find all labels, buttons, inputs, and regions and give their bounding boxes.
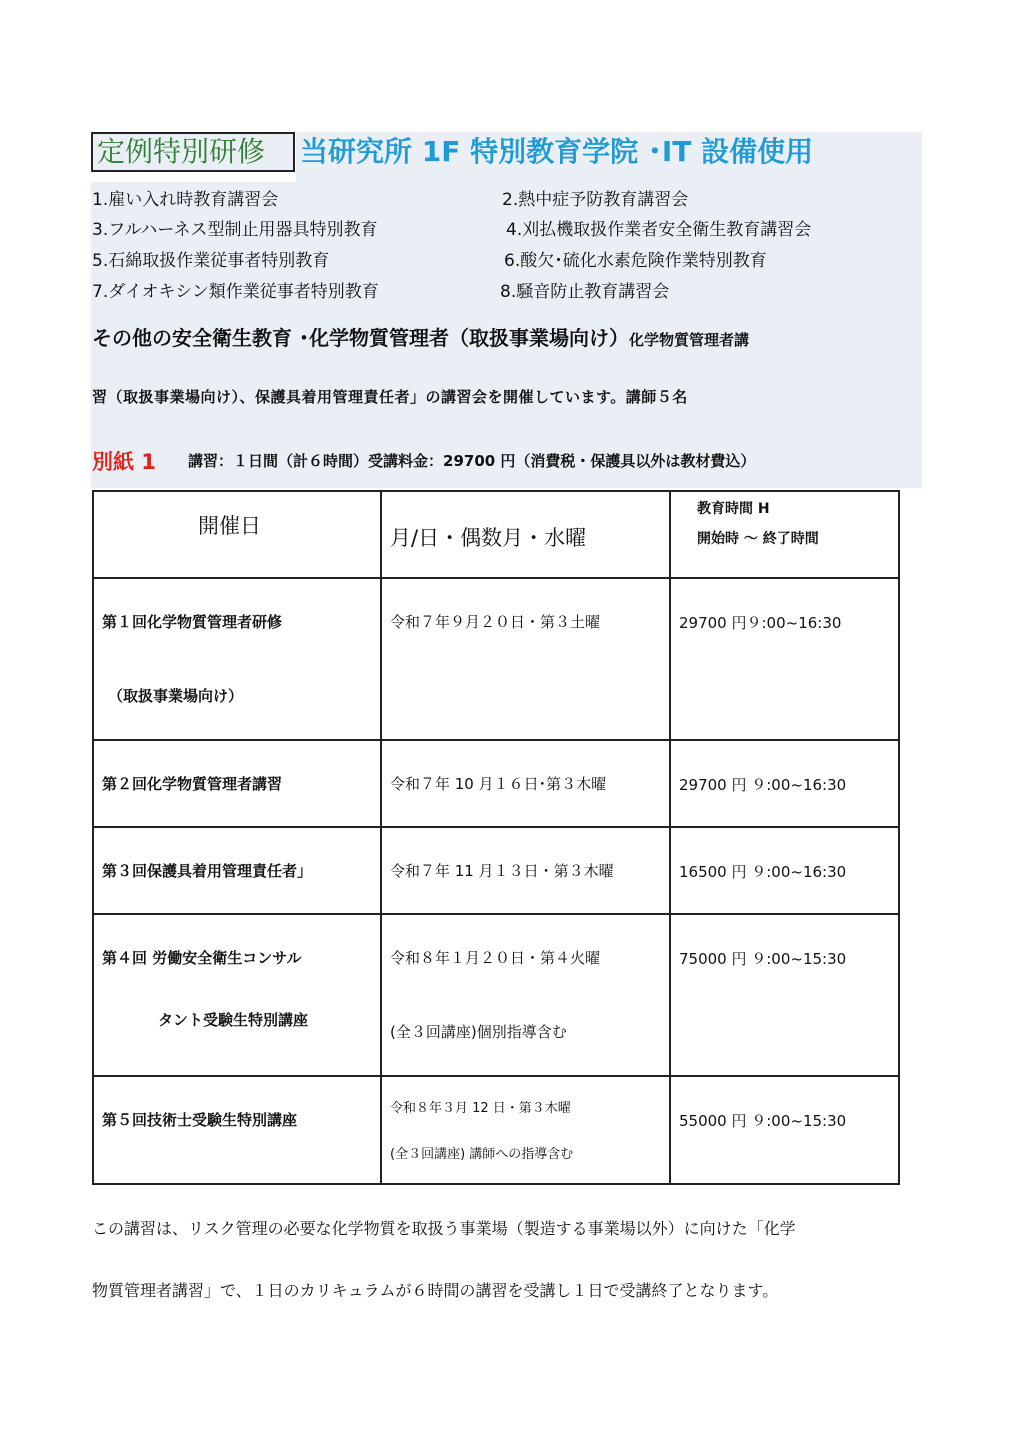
row-name-2: （取扱事業場向け） [108, 687, 244, 705]
other-education-line2: 習（取扱事業場向け）、保護具着用管理責任者」の講習会を開催しています。講師５名 [92, 388, 688, 406]
row-fee: 29700 円 ９:00~16:30 [679, 776, 847, 794]
table-row [93, 1076, 899, 1184]
header-time-2: 開始時 ～ 終了時間 [697, 531, 819, 547]
other-education-small: 化学物質管理者講 [628, 331, 749, 349]
row-date-1: 令和８年３月 12 日・第３木曜 [390, 1101, 571, 1116]
row-name-1: 第４回 労働安全衛生コンサル [102, 949, 302, 967]
course-item: 7.ダイオキシン類作業従事者特別教育 [92, 282, 379, 302]
row-date-1: 令和８年１月２０日・第４火曜 [390, 949, 601, 967]
header-date: 開催日 [198, 514, 261, 538]
row-date-1: 令和７年９月２０日・第３土曜 [390, 613, 601, 631]
header-time-1: 教育時間 H [697, 501, 770, 517]
row-date-1: 令和７年 11 月１３日・第３木曜 [390, 862, 614, 880]
course-item: 3.フルハーネス型制止用器具特別教育 [92, 220, 378, 240]
other-education-line1 [92, 322, 749, 351]
table-row [93, 914, 899, 1076]
table-header-row [93, 491, 899, 578]
row-fee: 29700 円９:00~16:30 [679, 614, 842, 632]
table-row [93, 578, 899, 740]
row-date-1: 令和７年 10 月１６日･第３木曜 [390, 775, 607, 793]
appendix-label: 別紙 1 [92, 450, 156, 474]
schedule-table [92, 490, 900, 1185]
row-fee: 75000 円 ９:00~15:30 [679, 950, 847, 968]
row-date-2: (全３回講座)個別指導含む [390, 1023, 567, 1041]
course-item: 2.熱中症予防教育講習会 [502, 190, 689, 210]
row-date-2: (全３回講座) 講師への指導含む [390, 1147, 574, 1162]
other-education-main: その他の安全衛生教育 ･化学物質管理者（取扱事業場向け） [92, 326, 629, 350]
table-row [93, 740, 899, 827]
course-info: 講習：１日間（計６時間）受講料金：29700 円（消費税・保護具以外は教材費込） [188, 452, 756, 470]
footer-line-2: 物質管理者講習」で、１日のカリキュラムが６時間の講習を受講し１日で受講終了となります。 [92, 1281, 779, 1300]
page-title: 当研究所 1F 特別教育学院 ･IT 設備使用 [300, 135, 814, 168]
course-item: 5.石綿取扱作業従事者特別教育 [92, 251, 330, 271]
row-name-1: 第３回保護具着用管理責任者」 [102, 862, 313, 880]
row-name-1: 第５回技術士受験生特別講座 [102, 1111, 298, 1129]
table-row [93, 827, 899, 914]
course-item: 1.雇い入れ時教育講習会 [92, 190, 279, 210]
row-name-2: タント受験生特別講座 [158, 1011, 309, 1029]
header-day: 月/日・偶数月・水曜 [390, 526, 587, 550]
course-item: 4.刈払機取扱作業者安全衛生教育講習会 [506, 220, 812, 240]
row-fee: 16500 円 ９:00~16:30 [679, 863, 847, 881]
row-fee: 55000 円 ９:00~15:30 [679, 1112, 847, 1130]
row-name-1: 第２回化学物質管理者講習 [102, 775, 283, 793]
course-item: 8.騒音防止教育講習会 [500, 282, 670, 302]
row-name-1: 第１回化学物質管理者研修 [102, 613, 283, 631]
header-label: 定例特別研修 [91, 132, 295, 172]
course-item: 6.酸欠･硫化水素危険作業特別教育 [504, 251, 767, 271]
footer-line-1: この講習は、リスク管理の必要な化学物質を取扱う事業場（製造する事業場以外）に向けた「化学 [92, 1219, 796, 1238]
